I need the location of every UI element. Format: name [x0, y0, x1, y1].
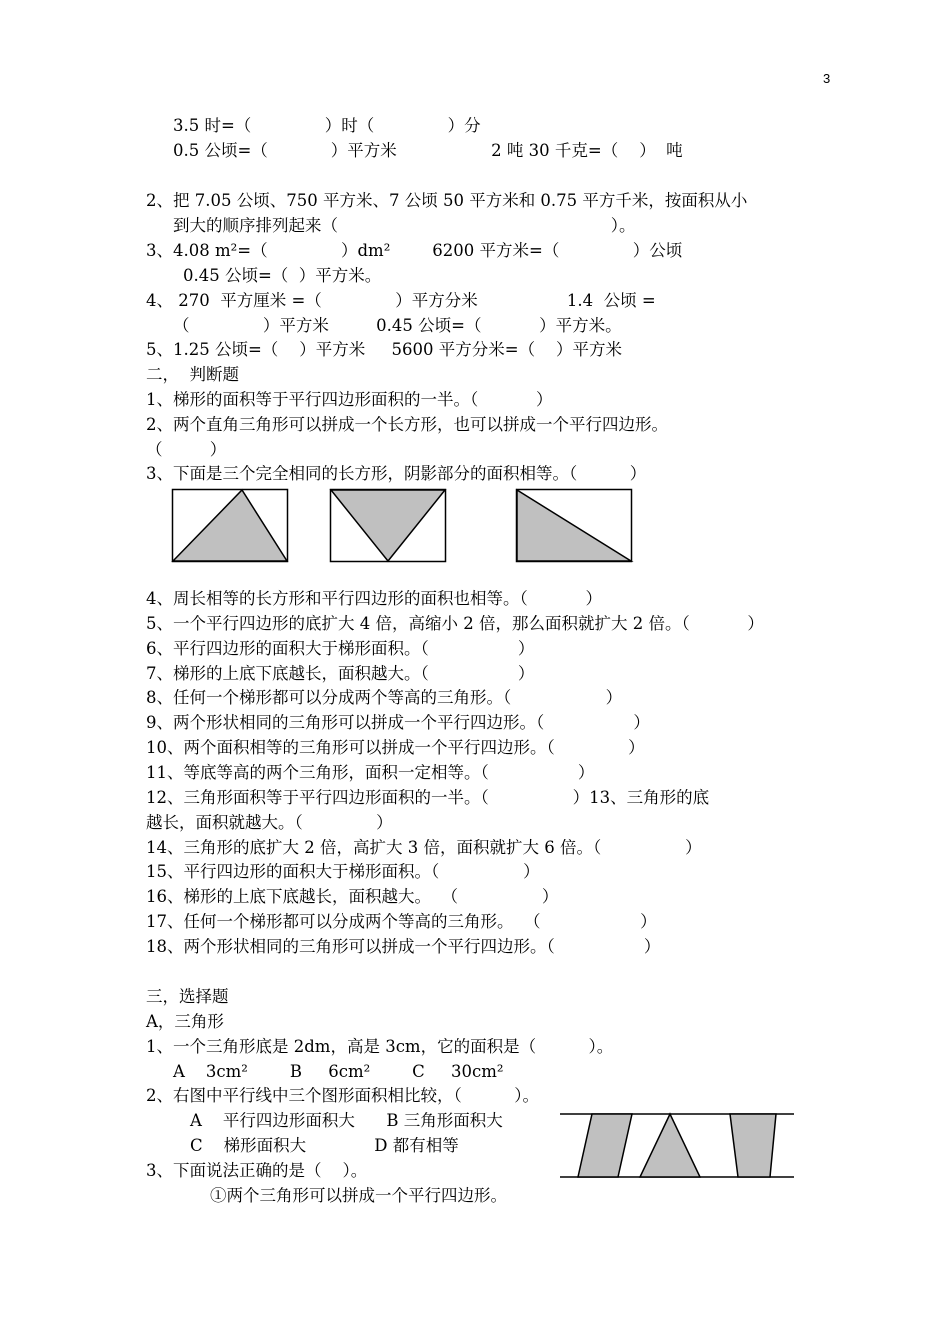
judgment-5: 5、一个平行四边形的底扩大 4 倍，高缩小 2 倍，那么面积就扩大 2 倍。（ ）: [146, 614, 764, 633]
judgment-2: 2、两个直角三角形可以拼成一个长方形，也可以拼成一个平行四边形。: [146, 415, 668, 434]
section-choice-heading: 三，选择题: [146, 987, 229, 1006]
judgment-2-answer: （ ）: [146, 440, 227, 459]
judgment-3: 3、下面是三个完全相同的长方形，阴影部分的面积相等。（ ）: [146, 464, 647, 483]
page-number: 3: [823, 71, 831, 86]
choice-1-options: A 3cm² B 6cm² C 30cm²: [173, 1062, 504, 1081]
conversion-hectare-ton: 0.5 公顷=（ ）平方米 2 吨 30 千克=（ ） 吨: [173, 141, 683, 160]
section-judgment-heading: 二， 判断题: [146, 365, 239, 384]
judgment-9: 9、两个形状相同的三角形可以拼成一个平行四边形。（ ）: [146, 713, 650, 732]
judgment-6: 6、平行四边形的面积大于梯形面积。（ ）: [146, 639, 535, 658]
question-5: 5、1.25 公顷=（ ）平方米 5600 平方分米=（ ）平方米: [146, 340, 623, 359]
judgment-17: 17、任何一个梯形都可以分成两个等高的三角形。 （ ）: [146, 912, 657, 931]
judgment-13-cont: 越长，面积就越大。（ ）: [146, 813, 393, 832]
choice-2-options-ab: A 平行四边形面积大 B 三角形面积大: [190, 1111, 503, 1130]
judgment-1: 1、梯形的面积等于平行四边形面积的一半。（ ）: [146, 390, 553, 409]
choice-1: 1、一个三角形底是 2dm，高是 3cm，它的面积是（ ）。: [146, 1037, 614, 1056]
question-4-line-1: 4、 270 平方厘米 =（ ）平方分米 1.4 公顷 =: [146, 291, 656, 310]
choice-2: 2、右图中平行线中三个图形面积相比较，（ ）。: [146, 1086, 539, 1105]
question-3-line-2: 0.45 公顷=（ ）平方米。: [183, 266, 382, 285]
judgment-16: 16、梯形的上底下底越长，面积越大。 （ ）: [146, 887, 559, 906]
judgment-11: 11、等底等高的两个三角形，面积一定相等。（ ）: [146, 763, 595, 782]
judgment-7: 7、梯形的上底下底越长，面积越大。（ ）: [146, 664, 535, 683]
choice-3-statement-1: ①两个三角形可以拼成一个平行四边形。: [210, 1186, 507, 1205]
parallel-lines-figure: [560, 1110, 796, 1180]
judgment-18: 18、两个形状相同的三角形可以拼成一个平行四边形。（ ）: [146, 937, 661, 956]
judgment-12-13: 12、三角形面积等于平行四边形面积的一半。（ ）13、三角形的底: [146, 788, 710, 807]
judgment-8: 8、任何一个梯形都可以分成两个等高的三角形。（ ）: [146, 688, 623, 707]
question-4-line-2: （ ）平方米 0.45 公顷=（ ）平方米。: [173, 316, 622, 335]
question-2-line-2: 到大的顺序排列起来（ ）。: [173, 216, 636, 235]
conversion-hours: 3.5 时=（ ）时（ ）分: [173, 116, 481, 135]
choice-2-options-cd: C 梯形面积大 D 都有相等: [190, 1136, 459, 1155]
choice-3: 3、下面说法正确的是（ ）。: [146, 1161, 368, 1180]
rectangle-figure-3: [516, 489, 632, 562]
judgment-10: 10、两个面积相等的三角形可以拼成一个平行四边形。（ ）: [146, 738, 645, 757]
question-2-line-1: 2、把 7.05 公顷、750 平方米、7 公顷 50 平方米和 0.75 平方千米，按面积从小: [146, 191, 748, 210]
rectangle-figure-1: [172, 489, 288, 562]
judgment-14: 14、三角形的底扩大 2 倍，高扩大 3 倍，面积就扩大 6 倍。（ ）: [146, 838, 702, 857]
judgment-15: 15、平行四边形的面积大于梯形面积。（ ）: [146, 862, 540, 881]
judgment-4: 4、周长相等的长方形和平行四边形的面积也相等。（ ）: [146, 589, 602, 608]
rectangle-figure-2: [330, 489, 446, 562]
question-3-line-1: 3、4.08 m²=（ ）dm² 6200 平方米=（ ）公顷: [146, 241, 683, 260]
subsection-triangle: A，三角形: [146, 1012, 224, 1031]
